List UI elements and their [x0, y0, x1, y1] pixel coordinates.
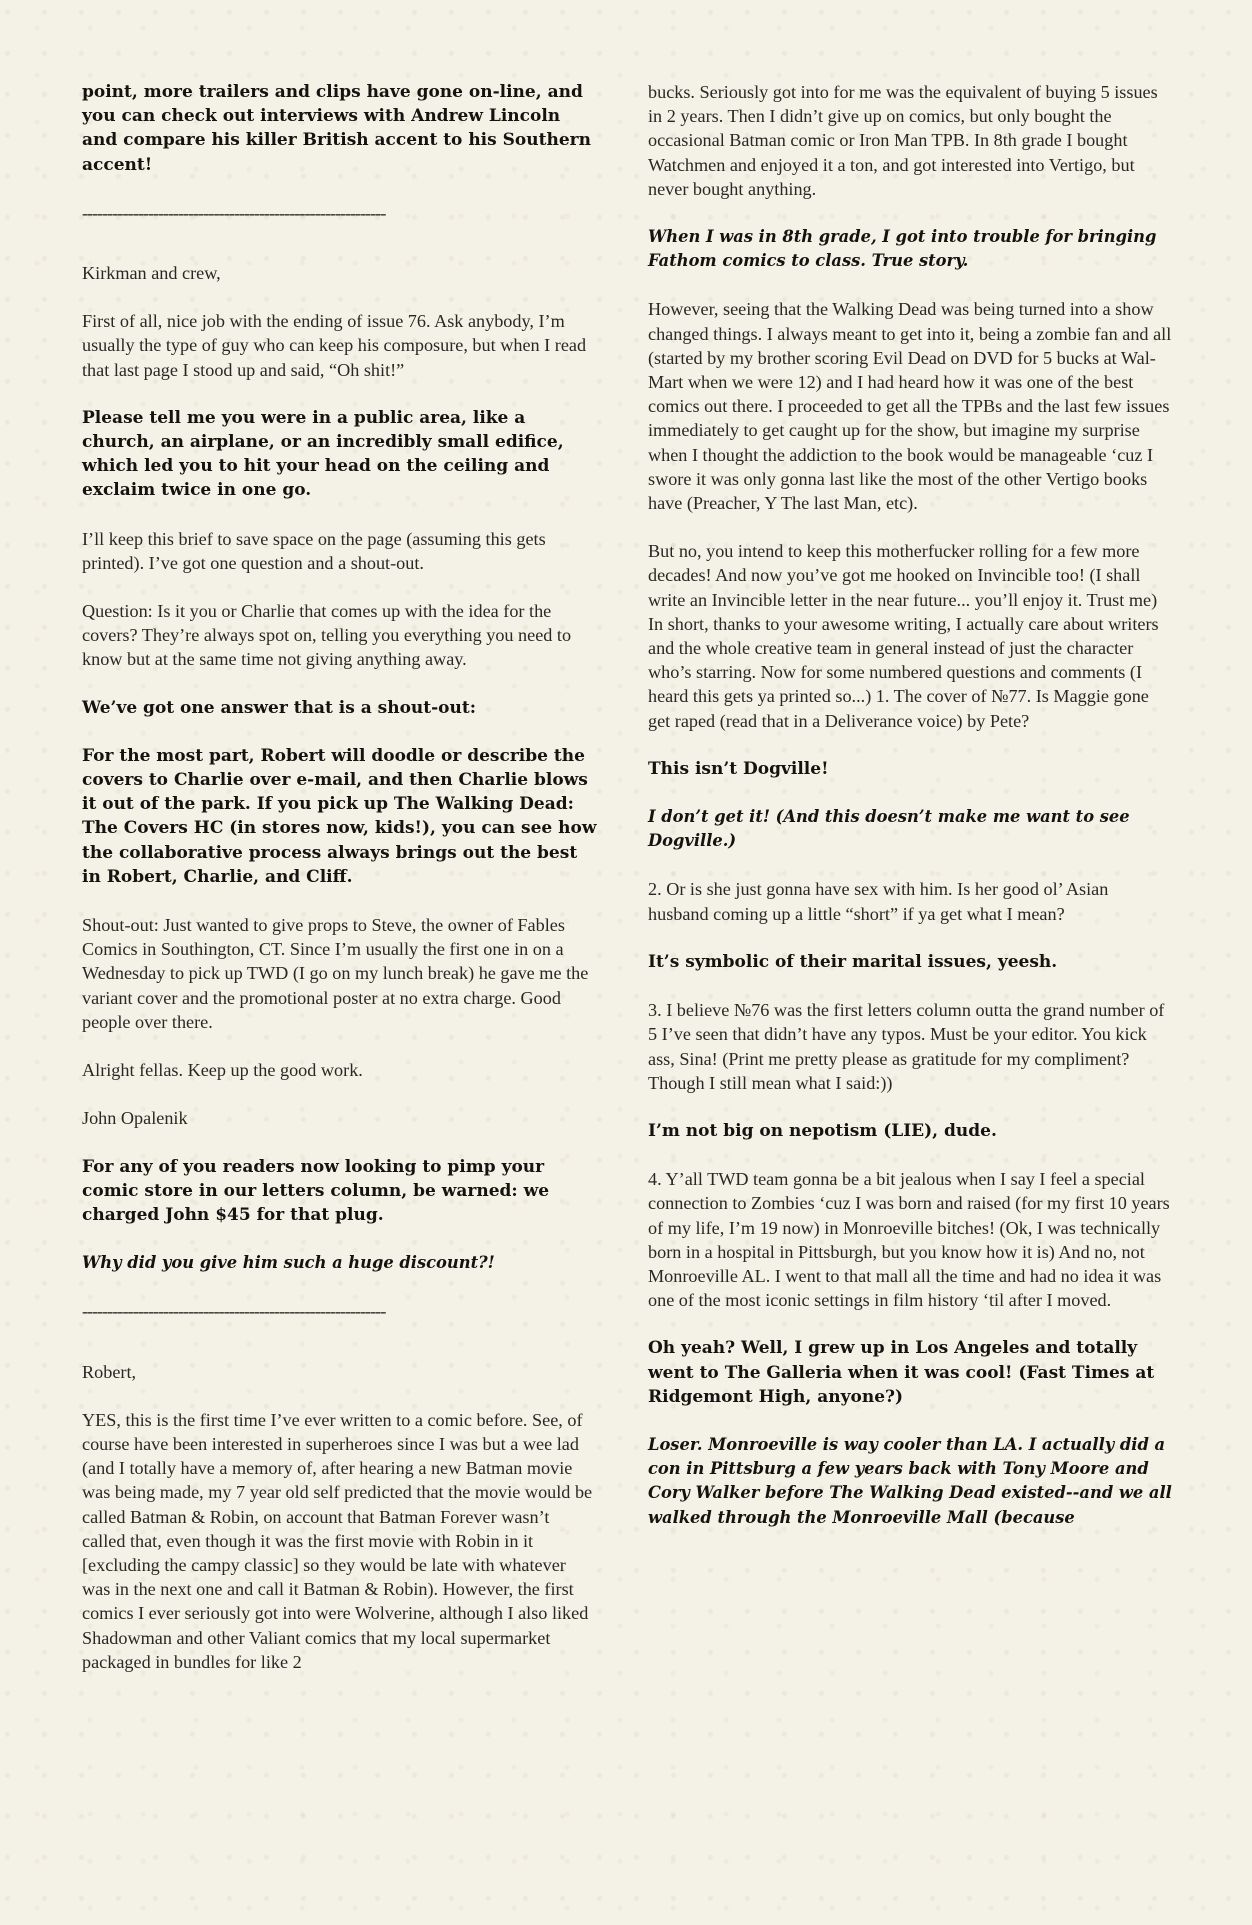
left-paragraph-4: First of all, nice job with the ending of issue 76. Ask anybody, I’m usually the type of guy who can keep his composure, but when I read that last page I stood up and said, “Oh shit!”	[82, 311, 587, 380]
left-editor-reply-9: For the most part, Robert will doodle or describe the covers to Charlie over e-mail, and then Charlie blows it out of the park. If you pick up The Walking Dead: The Covers HC (in stores now, kids!), you can see how the collaborative process always brings out the best in Robert, Charlie, and Cliff.	[82, 745, 597, 887]
right-editor-aside-2: When I was in 8th grade, I got into trouble for bringing Fathom comics to class. True story.	[648, 227, 1157, 271]
right-paragraph-9: 3. I believe №76 was the first letters column outta the grand number of 5 I’ve seen that didn’t have any typos. Must be your editor. You kick ass, Sina! (Print me pretty please as gratitude for my compliment? Though I still mean what I said:))	[648, 1000, 1165, 1093]
right-paragraph-3: However, seeing that the Walking Dead was being turned into a show changed things. I always meant to get into it, being a zombie fan and all (started by my brother scoring Evil Dead on DVD for 5 bucks at Wal-Mart when we were 12) and I had heard how it was one of the best comics out there. I proceeded to get all the TPBs and the last few issues immediately to get caught up for the show, but imagine my surprise when I thought the addiction to the book would be manageable ‘cuz I swore it was only gonna last like the most of the other Vertigo books have (Preacher, Y The last Man, etc).	[648, 299, 1172, 514]
left-paragraph-3: Kirkman and crew,	[82, 263, 221, 284]
left-paragraph-17: YES, this is the first time I’ve ever written to a comic before. See, of course have been interested in superheroes since I was but a wee lad (and I totally have a memory of, after hearing a new Batman movie was being made, my 7 year old self predicted that the movie would be called Batman & Robin, on account that Batman Forever wasn’t called that, even though it was the first movie with Robin in it [excluding the campy classic] so they would be late with whatever was in the next one and call it Batman & Robin). However, the first comics I ever seriously got into were Wolverine, although I also liked Shadowman and other Valiant comics that my local supermarket packaged in bundles for like 2	[82, 1409, 593, 1672]
right-paragraph-7: 2. Or is she just gonna have sex with him. Is her good ol’ Asian husband coming up a little “short” if ya get what I mean?	[648, 879, 1109, 924]
right-paragraph-4: But no, you intend to keep this motherfucker rolling for a few more decades! And now you’ve got me hooked on Invincible too! (I shall write an Invincible letter in the near future... you’ll enjoy it. Trust me) In short, thanks to your awesome writing, I actually care about writers and the whole creative team in general instead of just the character who’s starring. Now for some numbered questions and comments (I heard this gets ya printed so...) 1. The cover of №77. Is Maggie gone get raped (read that in a Deliverance voice) by Pete?	[648, 541, 1159, 731]
left-paragraph-12: John Opalenik	[82, 1108, 188, 1129]
right-editor-aside-6: I don’t get it! (And this doesn’t make me want to see Dogville.)	[648, 807, 1130, 851]
right-editor-reply-12: Oh yeah? Well, I grew up in Los Angeles and totally went to The Galleria when it was cool! (Fast Times at Ridgemont High, anyone?)	[648, 1338, 1155, 1407]
left-paragraph-16: Robert,	[82, 1361, 137, 1382]
left-editor-reply-8: We’ve got one answer that is a shout-out:	[82, 697, 476, 718]
left-editor-reply-1: point, more trailers and clips have gone on-line, and you can check out interviews with Andrew Lincoln and compare his killer British accent to his Southern accent!	[82, 82, 591, 175]
right-editor-reply-8: It’s symbolic of their marital issues, yeesh.	[648, 951, 1058, 972]
left-separator-15: ------------------------------------------------------------	[82, 1301, 386, 1322]
left-column	[82, 80, 597, 1698]
right-paragraph-11: 4. Y’all TWD team gonna be a bit jealous when I say I feel a special connection to Zombies ‘cuz I was born and raised (for my first 10 years of my life, I’m 19 now) in Monroeville bitches! (Ok, I was technically born in a hospital in Pittsburgh, but you know how it is) And no, not Monroeville AL. I went to that mall all the time and had no idea it was one of the most iconic settings in film history ‘til after I moved.	[648, 1169, 1170, 1311]
right-paragraph-1: bucks. Seriously got into for me was the equivalent of buying 5 issues in 2 years. Then I didn’t give up on comics, but only bought the occasional Batman comic or Iron Man TPB. In 8th grade I bought Watchmen and enjoyed it a ton, and got interested into Vertigo, but never bought anything.	[648, 82, 1158, 199]
right-column	[648, 80, 1173, 1554]
left-paragraph-11: Alright fellas. Keep up the good work.	[82, 1060, 363, 1081]
left-paragraph-6: I’ll keep this brief to save space on the page (assuming this gets printed). I’ve got one question and a shout-out.	[82, 528, 546, 573]
left-editor-reply-5: Please tell me you were in a public area, like a church, an airplane, or an incredibly small edifice, which led you to hit your head on the ceiling and exclaim twice in one go.	[82, 407, 564, 501]
left-paragraph-7: Question: Is it you or Charlie that comes up with the idea for the covers? They’re always spot on, telling you everything you need to know but at the same time not giving anything away.	[82, 601, 572, 670]
left-paragraph-10: Shout-out: Just wanted to give props to Steve, the owner of Fables Comics in Southington, CT. Since I’m usually the first one in on a Wednesday to pick up TWD (I go on my lunch break) he gave me the variant cover and the promotional poster at no extra charge. Good people over there.	[82, 915, 589, 1032]
right-editor-reply-10: I’m not big on nepotism (LIE), dude.	[648, 1120, 997, 1141]
left-separator-2: ------------------------------------------------------------	[82, 202, 386, 223]
left-editor-aside-14: Why did you give him such a huge discount?!	[82, 1253, 495, 1273]
right-editor-aside-13: Loser. Monroeville is way cooler than LA. I actually did a con in Pittsburg a few years back with Tony Moore and Cory Walker before The Walking Dead existed--and we all walked through the Monroeville Mall (because	[648, 1434, 1172, 1527]
right-editor-reply-5: This isn’t Dogville!	[648, 758, 829, 779]
left-editor-reply-13: For any of you readers now looking to pimp your comic store in our letters column, be warned: we charged John $45 for that plug.	[82, 1156, 550, 1225]
